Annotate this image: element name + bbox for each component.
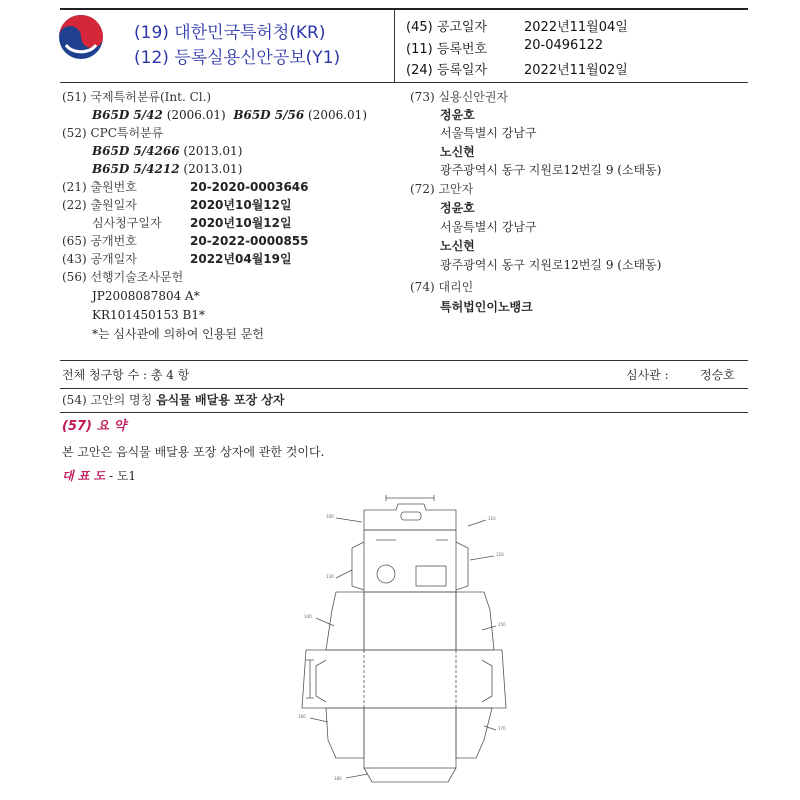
ipc-label: (51) 국제특허분류(Int. Cl.) — [62, 90, 212, 104]
agent-name: 특허법인이노뱅크 — [440, 300, 533, 314]
cpc-code-1: B65D 5/4266 (2013.01) — [92, 144, 243, 158]
kipo-logo-icon — [56, 12, 106, 62]
svg-text:130: 130 — [326, 574, 334, 579]
header-divider — [60, 82, 748, 83]
prior-art-1: JP2008087804 A* — [92, 289, 200, 303]
inventor-label: (72) 고안자 — [410, 182, 474, 196]
publication-type: (12) 등록실용신안공보(Y1) — [134, 48, 341, 68]
svg-text:160: 160 — [298, 714, 306, 719]
total-claims: 전체 청구항 수 : 총 4 항 — [62, 368, 190, 382]
ipc-codes: B65D 5/42 (2006.01) B65D 5/56 (2006.01) — [92, 108, 368, 122]
inventor-1-address: 서울특별시 강남구 — [440, 220, 537, 234]
svg-text:180: 180 — [334, 776, 342, 781]
title-bottom-rule — [60, 412, 748, 413]
pub-date-value: 2022년04월19일 — [190, 252, 292, 266]
svg-text:120: 120 — [496, 552, 504, 557]
holder-label: (73) 실용신안권자 — [410, 90, 508, 104]
cpc-code-2: B65D 5/4212 (2013.01) — [92, 162, 243, 176]
header-reg-date: (24) 등록일자 2022년11월02일 — [406, 63, 628, 78]
agent-label: (74) 대리인 — [410, 280, 474, 294]
holder-2-name: 노신현 — [440, 145, 475, 159]
header-vertical-divider — [394, 10, 395, 82]
examiner-name: 정승호 — [700, 368, 735, 382]
holder-1-name: 정윤호 — [440, 108, 475, 122]
top-rule — [60, 8, 748, 10]
issuing-office: (19) 대한민국특허청(KR) — [134, 23, 326, 43]
inventor-2-name: 노신현 — [440, 239, 475, 253]
representative-figure: 대 표 도 - 도1 — [62, 469, 137, 483]
svg-text:100: 100 — [326, 514, 334, 519]
prior-art-2: KR101450153 B1* — [92, 308, 205, 322]
abstract-label: (57) 요 약 — [62, 419, 127, 434]
app-date-label: (22) 출원일자 — [62, 198, 137, 212]
prior-art-note: *는 심사관에 의하여 인용된 문헌 — [92, 327, 264, 341]
inventor-1-name: 정윤호 — [440, 201, 475, 215]
invention-title: (54) 고안의 명칭 음식물 배달용 포장 상자 — [62, 393, 285, 407]
svg-text:140: 140 — [304, 614, 312, 619]
holder-1-address: 서울특별시 강남구 — [440, 126, 537, 140]
app-no-value: 20-2020-0003646 — [190, 180, 309, 194]
pub-no-label: (65) 공개번호 — [62, 234, 137, 248]
exam-date-value: 2020년10월12일 — [190, 216, 292, 230]
header-reg-number: (11) 등록번호 20-0496122 — [406, 38, 604, 57]
svg-text:150: 150 — [498, 622, 506, 627]
exam-date-label: 심사청구일자 — [92, 216, 162, 230]
claims-bottom-rule — [60, 388, 748, 389]
header-pub-date: (45) 공고일자 2022년11월04일 — [406, 20, 628, 35]
svg-text:170: 170 — [498, 726, 506, 731]
app-date-value: 2020년10월12일 — [190, 198, 292, 212]
prior-art-label: (56) 선행기술조사문헌 — [62, 270, 184, 284]
claims-top-rule — [60, 360, 748, 361]
holder-2-address: 광주광역시 동구 지원로12번길 9 (소태동) — [440, 163, 662, 177]
box-blank-drawing — [296, 490, 512, 790]
examiner-label: 심사관 : — [626, 368, 669, 382]
abstract-text: 본 고안은 음식물 배달용 포장 상자에 관한 것이다. — [62, 445, 325, 459]
cpc-label: (52) CPC특허분류 — [62, 126, 164, 140]
pub-date-label: (43) 공개일자 — [62, 252, 137, 266]
app-no-label: (21) 출원번호 — [62, 180, 137, 194]
pub-no-value: 20-2022-0000855 — [190, 234, 309, 248]
svg-text:110: 110 — [488, 516, 496, 521]
inventor-2-address: 광주광역시 동구 지원로12번길 9 (소태동) — [440, 258, 662, 272]
